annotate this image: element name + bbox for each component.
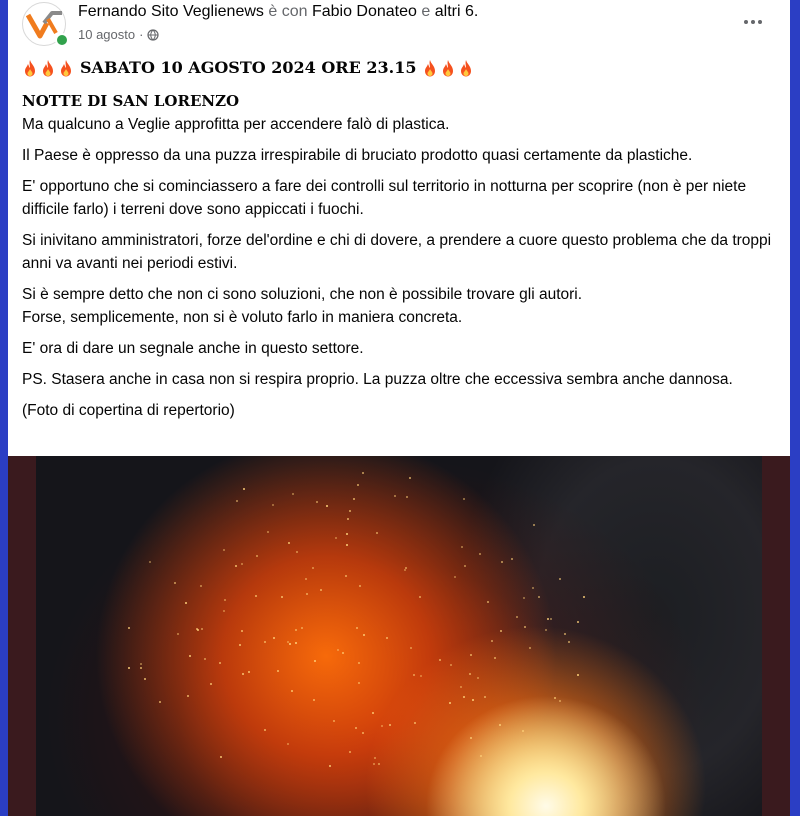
ember-spark	[420, 675, 422, 677]
ember-spark	[554, 697, 556, 699]
ember-spark	[564, 633, 566, 635]
ember-spark	[568, 641, 570, 643]
ember-spark	[149, 561, 151, 563]
ember-spark	[272, 504, 274, 506]
fire-icon	[40, 59, 56, 77]
fire-icon	[422, 59, 438, 77]
ember-spark	[288, 542, 290, 544]
ember-spark	[523, 597, 525, 599]
ember-spark	[461, 546, 463, 548]
with-text: è con	[268, 3, 308, 20]
ember-spark	[413, 674, 415, 676]
post-paragraph: E' opportuno che si cominciassero a fare dei controlli sul territorio in notturna per scoprire (non è per niete difficile farlo) i terreni dove sono appiccati i fuochi.	[22, 178, 747, 218]
post-header	[8, 0, 790, 52]
ember-spark	[372, 712, 374, 714]
ember-spark	[449, 702, 451, 704]
ember-spark	[358, 662, 360, 664]
ember-spark	[547, 618, 549, 620]
fire-icon	[22, 59, 38, 77]
ember-spark	[491, 640, 493, 642]
post-paragraph: Si inivitano amministratori, forze del'ordine e chi di dovere, a prendere a cuore questo problema che da troppi anni va avanti nei periodi estivi.	[22, 232, 772, 272]
ember-spark	[477, 677, 479, 679]
ember-spark	[501, 561, 503, 563]
ember-spark	[374, 757, 376, 759]
fire-emoji-group-left	[22, 59, 74, 77]
ember-spark	[200, 585, 202, 587]
post-paragraph: Si è sempre detto che non ci sono soluzioni, che non è possibile trovare gli autori. Forse, semplicemente, non si è voluto farlo in maniera concreta.	[22, 286, 583, 326]
ember-spark	[356, 627, 358, 629]
ember-spark	[140, 667, 142, 669]
post-paragraph: E' ora di dare un segnale anche in questo settore.	[22, 340, 364, 357]
ember-spark	[239, 644, 241, 646]
ember-spark	[472, 699, 474, 701]
ember-spark	[295, 642, 297, 644]
ember-spark	[376, 532, 378, 534]
ember-spark	[220, 756, 222, 758]
ember-spark	[469, 673, 471, 675]
ember-spark	[362, 472, 364, 474]
ember-spark	[219, 662, 221, 664]
ember-spark	[187, 695, 189, 697]
ember-spark	[335, 537, 337, 539]
online-status-dot	[55, 33, 69, 47]
ember-spark	[559, 578, 561, 580]
post-paragraph: PS. Stasera anche in casa non si respira proprio. La puzza oltre che eccessiva sembra anche dannosa.	[22, 371, 733, 388]
ember-spark	[144, 678, 146, 680]
ember-spark	[291, 690, 293, 692]
ember-spark	[159, 701, 161, 703]
globe-icon[interactable]	[147, 29, 159, 41]
ember-spark	[499, 724, 501, 726]
ember-spark	[394, 495, 396, 497]
author-line	[78, 3, 478, 21]
ember-spark	[381, 725, 383, 727]
ember-spark	[545, 629, 547, 631]
post-date[interactable]: 10 agosto	[78, 27, 136, 42]
ember-spark	[349, 751, 351, 753]
ember-spark	[248, 671, 250, 673]
ember-spark	[185, 602, 187, 604]
ember-spark	[326, 505, 328, 507]
avatar[interactable]	[22, 2, 66, 46]
ember-spark	[292, 493, 294, 495]
post-title: SABATO 10 AGOSTO 2024 ORE 23.15	[80, 58, 417, 77]
post-meta	[78, 27, 159, 42]
post-card	[8, 0, 790, 816]
ember-spark	[463, 696, 465, 698]
ember-spark	[301, 627, 303, 629]
tagged-name[interactable]: Fabio Donateo	[311, 3, 417, 20]
ember-spark	[345, 575, 347, 577]
ember-spark	[347, 518, 349, 520]
ember-spark	[494, 657, 496, 659]
ember-spark	[522, 730, 524, 732]
ember-spark	[414, 722, 416, 724]
post-paragraph: (Foto di copertina di repertorio)	[22, 402, 235, 419]
ember-spark	[362, 732, 364, 734]
ember-spark	[450, 664, 452, 666]
ember-spark	[464, 565, 466, 567]
ember-spark	[235, 565, 237, 567]
ember-spark	[463, 498, 465, 500]
ember-spark	[256, 555, 258, 557]
ember-spark	[378, 763, 380, 765]
post-title-line	[22, 58, 474, 77]
ember-spark	[189, 655, 191, 657]
ember-spark	[484, 696, 486, 698]
ember-spark	[305, 578, 307, 580]
ember-spark	[223, 549, 225, 551]
ember-spark	[538, 596, 540, 598]
ember-spark	[267, 531, 269, 533]
ember-spark	[355, 727, 357, 729]
ember-spark	[223, 610, 225, 612]
ember-spark	[277, 670, 279, 672]
ember-spark	[479, 553, 481, 555]
ember-spark	[333, 720, 335, 722]
ember-spark	[264, 729, 266, 731]
ember-spark	[559, 700, 561, 702]
meta-separator: ·	[139, 27, 144, 42]
ember-spark	[241, 563, 243, 565]
ember-spark	[316, 501, 318, 503]
ember-spark	[583, 596, 585, 598]
ember-spark	[177, 633, 179, 635]
post-body	[22, 90, 782, 430]
ember-spark	[312, 567, 314, 569]
ember-spark	[533, 524, 535, 526]
ember-spark	[174, 582, 176, 584]
post-paragraph: Il Paese è oppresso da una puzza irrespirabile di bruciato prodotto quasi certamente da plastiche.	[22, 147, 693, 164]
ember-spark	[516, 616, 518, 618]
ember-spark	[289, 643, 291, 645]
ember-spark	[500, 630, 502, 632]
ember-spark	[201, 628, 203, 630]
fire-icon	[440, 59, 456, 77]
ember-spark	[373, 763, 375, 765]
ember-spark	[532, 587, 534, 589]
author-name[interactable]: Fernando Sito Veglienews	[78, 3, 264, 20]
ember-spark	[236, 500, 238, 502]
ember-spark	[389, 724, 391, 726]
ember-spark	[359, 585, 361, 587]
ember-spark	[550, 618, 552, 620]
fire-emoji-group-right	[422, 59, 474, 77]
ember-spark	[346, 544, 348, 546]
post-subtitle: NOTTE DI SAN LORENZO	[22, 92, 240, 110]
ember-spark	[243, 488, 245, 490]
ember-spark	[306, 593, 308, 595]
ember-spark	[329, 765, 331, 767]
ember-spark	[241, 630, 243, 632]
ember-spark	[577, 621, 579, 623]
ember-spark	[470, 654, 472, 656]
ember-spark	[337, 649, 339, 651]
ember-spark	[357, 484, 359, 486]
ember-spark	[460, 686, 462, 688]
ember-spark	[419, 596, 421, 598]
ember-spark	[296, 551, 298, 553]
ember-spark	[406, 496, 408, 498]
ember-spark	[320, 589, 322, 591]
ember-spark	[204, 658, 206, 660]
fire-icon	[458, 59, 474, 77]
ember-spark	[480, 755, 482, 757]
ember-spark	[342, 652, 344, 654]
ember-spark	[210, 683, 212, 685]
ember-spark	[349, 510, 351, 512]
ember-spark	[363, 634, 365, 636]
ember-spark	[224, 599, 226, 601]
ember-spark	[410, 647, 412, 649]
ember-spark	[128, 667, 130, 669]
ember-spark	[281, 596, 283, 598]
ember-spark	[409, 477, 411, 479]
ember-spark	[314, 660, 316, 662]
ember-spark	[529, 647, 531, 649]
fire-photo	[36, 456, 762, 816]
ember-spark	[287, 743, 289, 745]
ember-spark	[524, 626, 526, 628]
ember-spark	[295, 629, 297, 631]
ember-spark	[577, 674, 579, 676]
ember-spark	[313, 699, 315, 701]
ember-spark	[264, 641, 266, 643]
post-photo[interactable]	[8, 456, 790, 816]
ember-spark	[439, 659, 441, 661]
fire-icon	[58, 59, 74, 77]
more-options-icon[interactable]	[738, 10, 768, 34]
ember-spark	[346, 533, 348, 535]
ember-spark	[273, 637, 275, 639]
ember-spark	[358, 682, 360, 684]
ember-spark	[386, 637, 388, 639]
ember-spark	[511, 558, 513, 560]
post-paragraph: Ma qualcuno a Veglie approfitta per accendere falò di plastica.	[22, 116, 450, 133]
ember-spark	[454, 576, 456, 578]
tagged-others-link[interactable]: altri 6.	[434, 3, 479, 20]
ember-spark	[470, 737, 472, 739]
ember-spark	[353, 498, 355, 500]
ember-spark	[128, 627, 130, 629]
and-text: e	[421, 3, 431, 20]
ember-spark	[487, 601, 489, 603]
ember-spark	[405, 567, 407, 569]
ember-spark	[255, 595, 257, 597]
ember-spark	[242, 673, 244, 675]
ember-spark	[140, 663, 142, 665]
